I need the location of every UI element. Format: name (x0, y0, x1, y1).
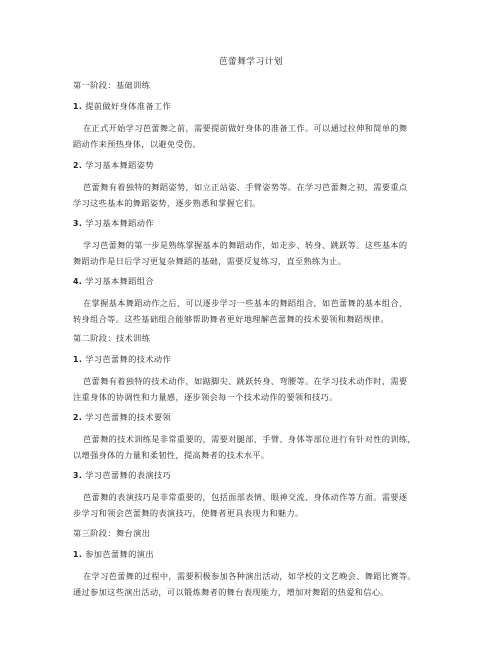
paragraph-line: 在正式开始学习芭蕾舞之前，需要提前做好身体的准备工作。可以通过拉伸和简单的舞 (83, 123, 408, 133)
item-heading (73, 101, 171, 112)
item-heading (73, 160, 154, 171)
item-title: 学习芭蕾舞的技术动作 (85, 354, 172, 364)
phase-heading-1: 第一阶段：基础训练 (73, 80, 151, 90)
item-number: 1. (73, 550, 83, 559)
item-title: 提前做好身体准备工作 (85, 101, 172, 111)
item-number: 2. (73, 161, 83, 170)
item-heading (73, 412, 171, 423)
paragraph (73, 374, 453, 405)
item-number: 4. (73, 277, 83, 286)
paragraph-line: 芭蕾舞的技术训练是非常重要的，需要对腿部、手臂、身体等部位进行有针对性的训练， (83, 434, 416, 444)
paragraph-line: 步学习和领会芭蕾舞的表演技巧，使舞者更具表现力和魅力。 (73, 507, 304, 518)
item-title: 学习基本舞蹈姿势 (85, 160, 154, 170)
paragraph-line: 在掌握基本舞蹈动作之后，可以逐步学习一些基本的舞蹈组合，如芭蕾舞的基本组合、 (83, 298, 408, 308)
item-heading (73, 354, 171, 365)
item-heading (73, 549, 154, 560)
paragraph-line: 转身组合等。这些基础组合能够帮助舞者更好地理解芭蕾舞的技术要领和舞蹈规律。 (73, 313, 389, 324)
phase-heading-2: 第二阶段：技术训练 (73, 333, 151, 343)
paragraph (73, 238, 453, 269)
item-heading (73, 218, 154, 229)
item-number: 2. (73, 413, 83, 422)
phase-heading-3: 第三阶段：舞台演出 (73, 528, 151, 538)
paragraph-line: 学习这些基本的舞蹈姿势，逐步熟悉和掌握它们。 (73, 197, 261, 208)
paragraph (73, 569, 453, 600)
paragraph-line: 通过参加这些演出活动，可以锻炼舞者的舞台表现能力，增加对舞蹈的热爱和信心。 (73, 586, 389, 597)
paragraph (73, 490, 453, 521)
paragraph-line: 蹈动作来预热身体，以避免受伤。 (73, 138, 202, 149)
paragraph-line: 舞蹈动作是日后学习更复杂舞蹈的基础，需要反复练习，直至熟练为止。 (73, 255, 347, 266)
item-title: 学习基本舞蹈动作 (85, 218, 154, 228)
item-number: 3. (73, 219, 83, 228)
paragraph (73, 296, 453, 327)
page-title: 芭蕾舞学习计划 (218, 57, 284, 67)
item-number: 1. (73, 355, 83, 364)
paragraph-line: 以增强身体的力量和柔韧性，提高舞者的技术水平。 (73, 449, 270, 460)
paragraph-line: 学习芭蕾舞的第一步是熟练掌握基本的舞蹈动作，如走步、转身、跳跃等。这些基本的 (83, 240, 408, 250)
item-number: 3. (73, 471, 83, 480)
paragraph-line: 在学习芭蕾舞的过程中，需要积极参加各种演出活动，如学校的文艺晚会、舞蹈比赛等。 (83, 571, 416, 581)
paragraph-line: 芭蕾舞有着独特的舞蹈姿势，如立正站姿、手臂姿势等。在学习芭蕾舞之初，需要重点 (83, 182, 408, 192)
item-heading (73, 276, 154, 287)
item-title: 学习基本舞蹈组合 (85, 276, 154, 286)
paragraph-line: 芭蕾舞有着独特的技术动作，如踮脚尖、跳跃转身、弯腰等。在学习技术动作时，需要 (83, 376, 408, 386)
item-title: 参加芭蕾舞的演出 (85, 549, 154, 559)
item-title: 学习芭蕾舞的表演技巧 (85, 470, 172, 480)
paragraph-line: 注重身体的协调性和力量感，逐步领会每一个技术动作的要领和技巧。 (73, 391, 338, 402)
paragraph (73, 121, 453, 152)
item-title: 学习芭蕾舞的技术要领 (85, 412, 172, 422)
paragraph-line: 芭蕾舞的表演技巧是非常重要的，包括面部表情、眼神交流、身体动作等方面。需要逐 (83, 492, 408, 502)
paragraph (73, 432, 453, 463)
item-number: 1. (73, 102, 83, 111)
paragraph (73, 180, 453, 211)
item-heading (73, 470, 171, 481)
